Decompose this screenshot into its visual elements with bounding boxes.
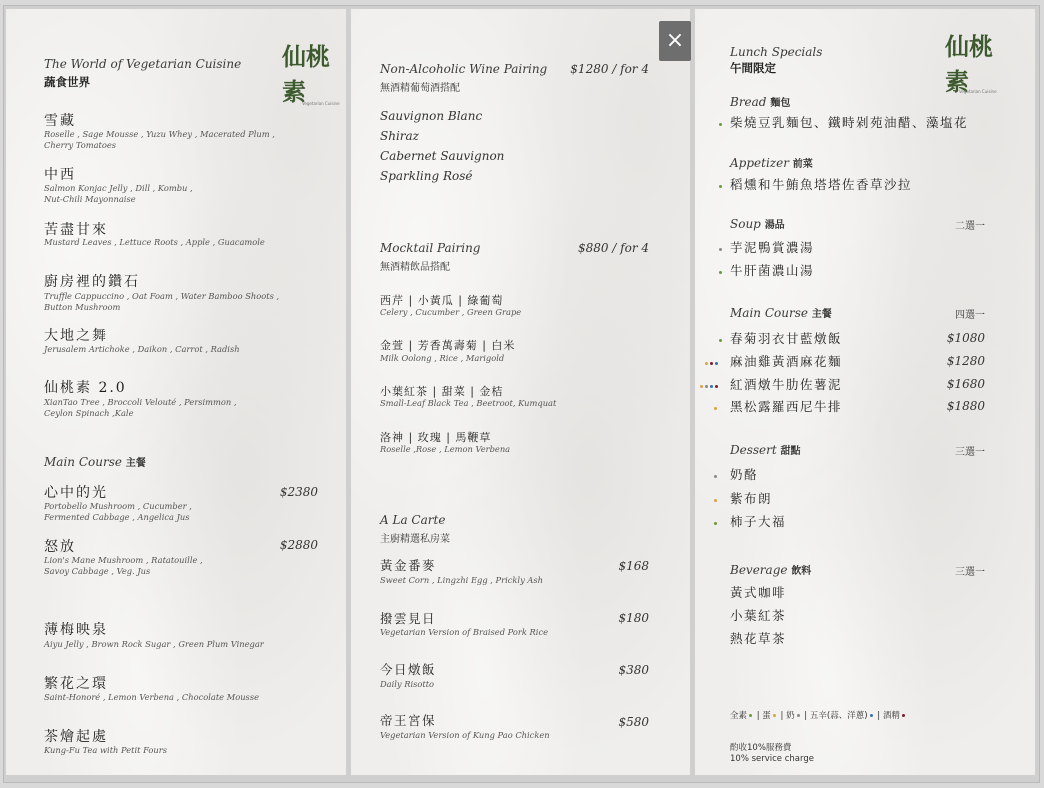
brand-logo [945,27,1007,96]
wine-item: Sauvignon Blanc [380,109,483,123]
dish-desc: Truffle Cappuccino , Oat Foam , Water Bamboo Shoots , Button Mushroom [44,291,280,312]
main-item-price: $1680 [946,377,985,391]
close-icon: × [665,28,685,53]
a-la-carte-item-name: 帝王宮保 [380,713,437,728]
logo-text: 仙桃素 [945,32,993,96]
dessert-name: 繁花之環 [44,676,108,692]
dish-desc: Mustard Leaves , Lettuce Roots , Apple , Guacamole [44,237,265,247]
section-title-soup: Soup 湯品 [730,217,785,231]
dish-name: 雪藏 [44,113,76,129]
mocktail-item-name: 小葉紅茶 | 甜菜 | 金桔 [380,385,504,398]
menu-page-2 [351,9,690,775]
beverage-choice: 三選一 [955,567,985,578]
diet-dots [705,361,720,365]
a-la-carte-item-desc: Vegetarian Version of Kung Pao Chicken [380,730,550,740]
lunch-title-zh: 午間限定 [730,61,776,75]
dessert-choice: 三選一 [955,447,985,458]
menu-page-3 [695,9,1035,775]
main-dish-name: 心中的光 [44,485,108,501]
dish-desc: Jerusalem Artichoke , Daikon , Carrot , Radish [44,344,240,354]
diet-dots [714,521,719,525]
main-item: 春菊羽衣甘藍燉飯 [730,331,843,346]
mocktail-title-en: Mocktail Pairing [380,241,481,255]
a-la-carte-item-desc: Sweet Corn , Lingzhi Egg , Prickly Ash [380,575,544,585]
logo-subtitle: Vegetarian Cuisine [959,89,997,94]
diet-dots [714,498,719,502]
logo-subtitle: Vegetarian Cuisine [302,101,340,106]
menu-page-1 [6,9,346,775]
mocktail-item-name: 西芹 | 小黃瓜 | 綠葡萄 [380,294,504,307]
diet-dots [719,338,724,342]
diet-dots [719,247,724,251]
lunch-title-en: Lunch Specials [730,45,823,59]
main-dish-price: $2880 [279,538,318,552]
main-item: 紅酒燉牛肋佐薯泥 [730,377,843,392]
a-la-carte-item-price: $180 [618,611,649,625]
service-charge-en: 10% service charge [730,754,814,764]
dessert-name: 薄梅映泉 [44,622,108,638]
diet-dots [714,406,719,410]
soup-item: 牛肝菌濃山湯 [730,263,815,278]
a-la-carte-item-price: $168 [618,559,649,573]
section-title-appetizer: Appetizer 前菜 [730,156,813,170]
a-la-carte-item-desc: Vegetarian Version of Braised Pork Rice [380,627,548,637]
main-item-price: $1280 [946,354,985,368]
mocktail-item-name: 金萱 | 芳香萬壽菊 | 白米 [380,339,516,352]
main-dish-price: $2380 [279,485,318,499]
dessert-item: 紫布朗 [730,491,773,506]
mocktail-price: $880 / for 4 [577,241,649,255]
beverage-item: 小葉紅茶 [730,608,787,623]
soup-choice: 二選一 [955,221,985,232]
a-la-carte-item-name: 黃金番麥 [380,558,437,573]
wine-pairing-price: $1280 / for 4 [570,62,649,76]
mocktail-item-desc: Milk Oolong , Rice , Marigold [380,353,505,363]
service-charge-zh: 酌收10%服務費 [730,743,792,753]
soup-item: 芋泥鴨賞濃湯 [730,240,815,255]
mocktail-item-desc: Celery , Cucumber , Green Grape [380,307,522,317]
a-la-carte-title-en: A La Carte [380,513,446,527]
wine-item: Cabernet Sauvignon [380,149,505,163]
page-title-en: The World of Vegetarian Cuisine [44,57,242,71]
beverage-item: 黃式咖啡 [730,585,787,600]
section-title-beverage: Beverage 飲料 [730,563,812,577]
wine-pairing-title-en: Non-Alcoholic Wine Pairing [380,62,548,76]
dish-desc: XianTao Tree , Broccoli Velouté , Persimmon , Ceylon Spinach ,Kale [44,397,237,418]
diet-dots [719,184,724,188]
section-title-dessert: Dessert 甜點 [730,443,801,457]
dessert-desc: Kung-Fu Tea with Petit Fours [44,745,167,755]
page-title-zh: 蔬食世界 [44,75,90,89]
main-dish-desc: Lion's Mane Mushroom , Ratatouille , Savoy Cabbage , Veg. Jus [44,555,203,576]
dish-name: 廚房裡的鑽石 [44,274,140,290]
dish-name: 仙桃素 2.0 [44,380,127,396]
section-title: Main Course 主餐 [44,455,146,469]
diet-dots [714,474,719,478]
section-title-bread: Bread 麵包 [730,95,791,109]
section-title-main: Main Course 主餐 [730,306,832,320]
main-item-price: $1880 [946,399,985,413]
main-item: 麻油雞黃酒麻花麵 [730,354,843,369]
wine-item: Sparkling Rosé [380,169,473,183]
dish-name: 大地之舞 [44,328,108,344]
dish-name: 中西 [44,167,76,183]
dessert-desc: Saint-Honoré , Lemon Verbena , Chocolate Mousse [44,692,259,702]
a-la-carte-item-price: $580 [618,715,649,729]
diet-dots [719,122,724,126]
mocktail-item-name: 洛神 | 玫瑰 | 馬鞭草 [380,431,492,444]
close-button[interactable] [659,21,691,61]
diet-dots [719,270,724,274]
diet-dots [700,384,720,388]
dessert-item: 柿子大福 [730,514,787,529]
bread-item: 柴燒豆乳麵包、鐵畤剁苑油醋、藻塩花 [730,115,969,130]
main-item-price: $1080 [946,331,985,345]
dish-desc: Salmon Konjac Jelly , Dill , Kombu , Nut-Chili Mayonnaise [44,183,193,204]
mocktail-item-desc: Roselle ,Rose , Lemon Verbena [380,444,511,454]
diet-legend: 全素 | 蛋 | 奶 | 五辛(蒜、洋蔥) | 酒精 [730,709,907,721]
brand-logo [276,37,340,106]
wine-item: Shiraz [380,129,419,143]
a-la-carte-item-name: 今日燉飯 [380,662,437,677]
beverage-item: 熱花草茶 [730,631,787,646]
logo-text: 仙桃素 [282,42,330,106]
main-dish-desc: Portobello Mushroom , Cucumber , Fermented Cabbage , Angelica Jus [44,501,192,522]
a-la-carte-item-name: 撥雲見日 [380,611,437,626]
main-choice: 四選一 [955,310,985,321]
dessert-item: 奶酪 [730,467,759,482]
a-la-carte-title-zh: 主廚精選私房菜 [380,534,450,545]
appetizer-item: 稻燻和牛鮪魚塔塔佐香草沙拉 [730,177,913,192]
dish-desc: Roselle , Sage Mousse , Yuzu Whey , Macerated Plum , Cherry Tomatoes [44,129,275,150]
a-la-carte-item-price: $380 [618,663,649,677]
mocktail-item-desc: Small-Leaf Black Tea , Beetroot, Kumquat [380,398,557,408]
wine-pairing-title-zh: 無酒精葡萄酒搭配 [380,83,460,94]
mocktail-title-zh: 無酒精飲品搭配 [380,262,450,273]
dessert-name: 茶燴起處 [44,729,108,745]
a-la-carte-item-desc: Daily Risotto [380,679,435,689]
main-item: 黑松露羅西尼牛排 [730,399,843,414]
dessert-desc: Aiyu Jelly , Brown Rock Sugar , Green Plum Vinegar [44,639,264,649]
dish-name: 苦盡甘來 [44,222,108,238]
main-dish-name: 怒放 [44,539,76,555]
